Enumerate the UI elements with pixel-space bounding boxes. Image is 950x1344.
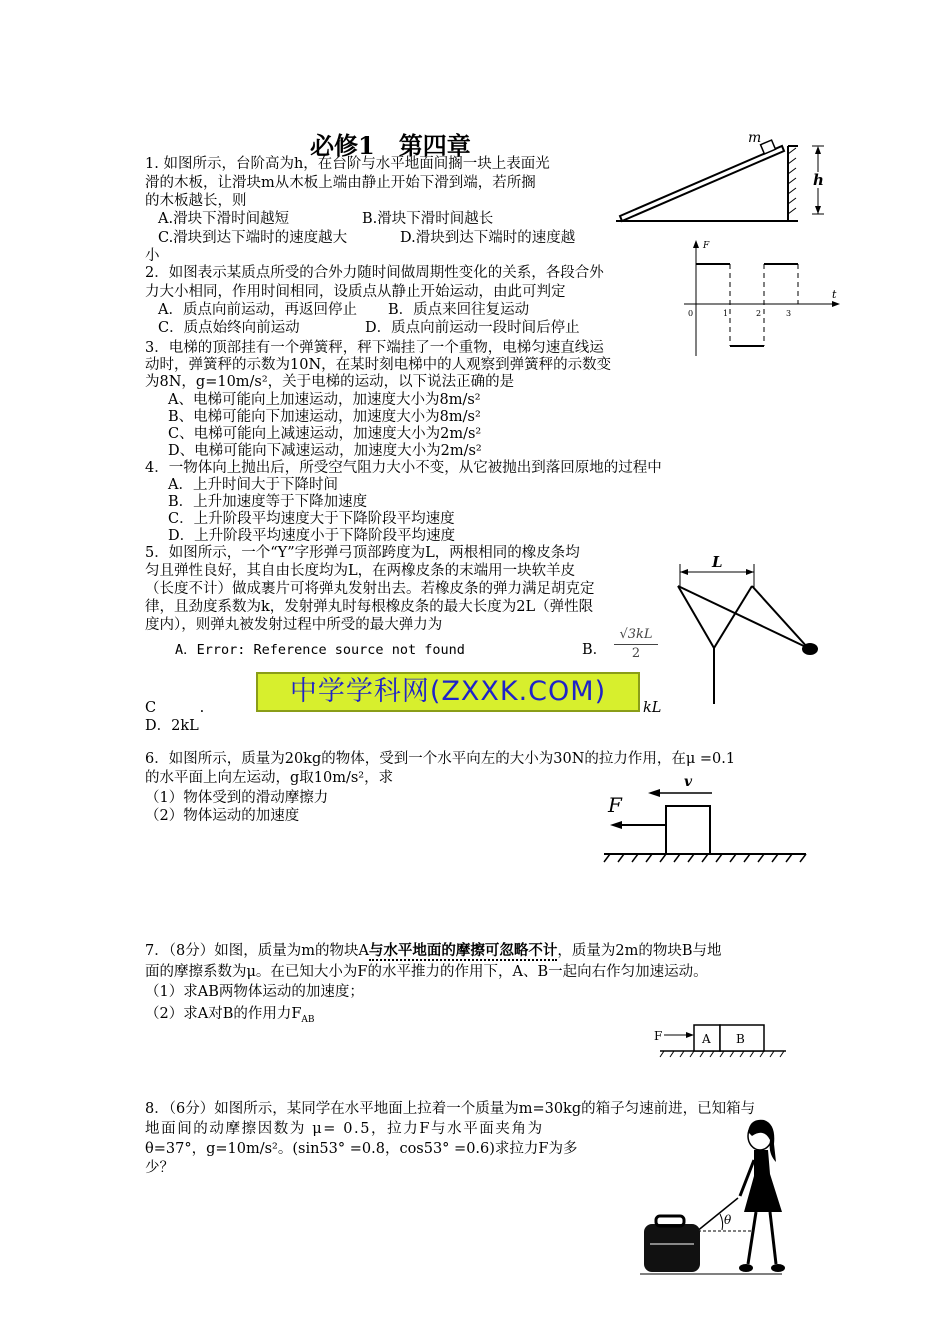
graph-tick-3: 3 — [786, 309, 792, 318]
girl-pulling-box-figure — [636, 1114, 786, 1284]
q3-line-3: 为8N，g=10m/s²，关于电梯的运动，以下说法正确的是 — [145, 374, 515, 390]
watermark-logo: 中学学科网(ZXXK.COM) — [256, 672, 640, 712]
fig-m-label: m — [748, 130, 762, 146]
q7-line-1-c: ，质量为2m的物块B与地 — [557, 943, 722, 959]
q2-option-c: C．质点始终向前运动 — [158, 320, 300, 336]
q6-line-1: 6．如图所示，质量为20kg的物体，受到一个水平向左的大小为30N的拉力作用，在μ =0.1 — [145, 751, 736, 767]
q2-option-d: D．质点向前运动一段时间后停止 — [365, 320, 580, 336]
q5-option-b-fraction — [614, 626, 658, 663]
q5-line-4: 律，且劲度系数为k，发射弹丸时每根橡皮条的最大长度为2L（弹性限 — [145, 599, 594, 615]
q6-line-2: 的水平面上向左运动，g取10m/s²，求 — [145, 770, 394, 786]
graph-tick-1: 1 — [723, 309, 729, 318]
q1-option-d: D.滑块到达下端时的速度越 — [400, 230, 576, 246]
q7-line-1-a: 7．（8分）如图，质量为m的物块A — [145, 943, 369, 959]
graph-tick-2: 2 — [756, 309, 762, 318]
force-time-graph — [676, 236, 846, 366]
q7-sub-1: （1）求AB两物体运动的加速度； — [145, 984, 364, 1000]
fig-F-label-ab: F — [654, 1029, 663, 1043]
q7-line-1-emphasis: 与水平地面的摩擦可忽略不计 — [368, 943, 558, 959]
q1-option-c: C.滑块到达下端时的速度越大 — [158, 230, 348, 246]
fig-F-label: F — [608, 793, 622, 817]
q4-option-c: C．上升阶段平均速度大于下降阶段平均速度 — [168, 511, 455, 527]
q5-line-5: 度内），则弹丸被发射过程中所受的最大弹力为 — [145, 617, 443, 633]
q2-line-1: 2．如图表示某质点所受的合外力随时间做周期性变化的关系，各段合外 — [145, 265, 604, 281]
q5-option-a: A．Error: Reference source not found — [175, 642, 465, 658]
q1-line-1: 1. 如图所示，台阶高为h，在台阶与水平地面间搁一块上表面光 — [145, 156, 550, 172]
q8-line-3: θ=37°，g=10m/s²。(sin53° =0.8，cos53° =0.6)求拉力F为多 — [145, 1141, 578, 1157]
slingshot-figure — [668, 548, 828, 708]
graph-t-label: t — [832, 288, 837, 301]
q1-option-b: B.滑块下滑时间越长 — [362, 211, 494, 227]
q4-option-d: D．上升阶段平均速度小于下降阶段平均速度 — [168, 528, 456, 544]
graph-F-label: F — [703, 241, 710, 251]
q2-option-b: B．质点来回往复运动 — [388, 302, 530, 318]
q3-option-d: D、电梯可能向下减速运动，加速度大小为2m/s² — [168, 443, 482, 459]
q1-option-d-wrap: 小 — [145, 248, 160, 264]
q5-option-c: C . — [145, 700, 205, 716]
q2-option-a: A．质点向前运动，再返回停止 — [158, 302, 357, 318]
q3-line-1: 3．电梯的顶部挂有一个弹簧秤，秤下端挂了一个重物，电梯匀速直线运 — [145, 340, 604, 356]
q5-fraction-denominator: 2 — [631, 646, 641, 661]
q5-line-1: 5．如图所示，一个“Y”字形弹弓顶部跨度为L，两根相同的橡皮条均 — [145, 545, 580, 561]
incline-figure — [612, 124, 842, 224]
q8-line-2: 地面间的动摩擦因数为 μ= 0.5，拉力F与水平面夹角为 — [145, 1121, 544, 1137]
q5-line-3: （长度不计）做成裹片可将弹丸发射出去。若橡皮条的弹力满足胡克定 — [145, 581, 595, 597]
q5-option-d: D．2kL — [145, 718, 199, 734]
fig-h-label: h — [813, 171, 824, 189]
q3-option-b: B、电梯可能向下加速运动，加速度大小为8m/s² — [168, 409, 481, 425]
fig-B-label: B — [736, 1032, 745, 1046]
q5-option-b-label: B． — [582, 642, 608, 658]
page-title: 必修1 第四章 — [310, 131, 471, 160]
q2-line-2: 力大小相同，作用时间相同，设质点从静止开始运动，由此可判定 — [145, 284, 566, 300]
q7-sub-2-text: （2）求A对B的作用力F — [145, 1006, 302, 1022]
ab-blocks-figure — [650, 1022, 790, 1060]
fig-theta-label: θ — [724, 1213, 732, 1227]
q7-line-2: 面的摩擦系数为μ。在已知大小为F的水平推力的作用下，A、B一起向右作匀加速运动。 — [145, 964, 708, 980]
q3-line-2: 动时，弹簧秤的示数为10N，在某时刻电梯中的人观察到弹簧秤的示数变 — [145, 357, 612, 373]
q1-option-a: A.滑块下滑时间越短 — [158, 211, 290, 227]
q5-option-c-tail: kL — [643, 700, 662, 716]
fig-L-label: L — [712, 553, 723, 571]
graph-tick-0: 0 — [688, 309, 694, 318]
q7-sub-2-subscript: AB — [301, 1014, 315, 1025]
q1-line-3: 的木板越长，则 — [145, 193, 247, 209]
q8-line-4: 少？ — [145, 1160, 174, 1176]
q4-option-a: A．上升时间大于下降时间 — [168, 477, 338, 493]
q5-fraction-numerator: √3kL — [614, 626, 658, 645]
q3-option-c: C、电梯可能向上减速运动，加速度大小为2m/s² — [168, 426, 482, 442]
q3-option-a: A、电梯可能向上加速运动，加速度大小为8m/s² — [168, 392, 481, 408]
block-force-figure — [600, 770, 810, 866]
q1-line-2: 滑的木板，让滑块m从木板上端由静止开始下滑到端，若所搁 — [145, 175, 536, 191]
q6-sub-1: （1）物体受到的滑动摩擦力 — [145, 790, 329, 806]
fig-A-label: A — [702, 1032, 711, 1046]
q6-sub-2: （2）物体运动的加速度 — [145, 808, 300, 824]
q4-line: 4．一物体向上抛出后，所受空气阻力大小不变，从它被抛出到落回原地的过程中 — [145, 460, 662, 476]
q4-option-b: B．上升加速度等于下降加速度 — [168, 494, 368, 510]
q5-line-2: 匀且弹性良好，其自由长度均为L，在两橡皮条的末端用一块软羊皮 — [145, 563, 576, 579]
q7-line-1 — [145, 943, 722, 960]
q7-sub-2 — [145, 1006, 315, 1029]
q8-line-1: 8．（6分）如图所示，某同学在水平地面上拉着一个质量为m=30kg的箱子匀速前进，已知箱与 — [145, 1101, 756, 1117]
fig-v-label: v — [684, 774, 693, 790]
